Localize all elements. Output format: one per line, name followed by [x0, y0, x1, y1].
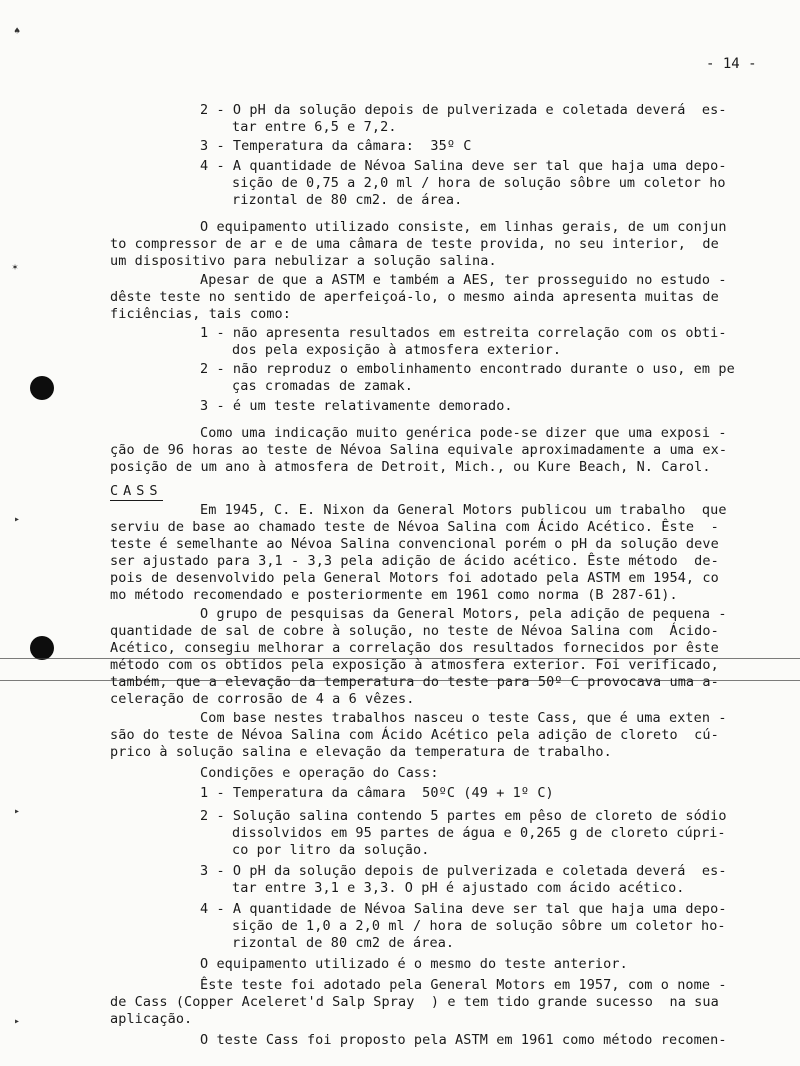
- text-line: O teste Cass foi proposto pela ASTM em 1961 como método recomen-: [200, 1032, 727, 1048]
- text-line: tar entre 6,5 e 7,2.: [232, 119, 397, 135]
- text-line: ças cromadas de zamak.: [232, 378, 414, 394]
- section-heading-cass: CASS: [110, 483, 163, 499]
- text-line: aplicação.: [110, 1011, 193, 1027]
- text-line: sição de 0,75 a 2,0 ml / hora de solução sôbre um coletor ho: [232, 175, 726, 191]
- text-line: O grupo de pesquisas da General Motors, pela adição de pequena -: [200, 606, 727, 622]
- text-line: ção de 96 horas ao teste de Névoa Salina equivale aproximadamente a uma ex-: [110, 442, 728, 458]
- text-line: 1 - Temperatura da câmara 50ºC (49 + 1º C): [200, 785, 554, 801]
- text-line: 4 - A quantidade de Névoa Salina deve ser tal que haja uma depo-: [200, 158, 727, 174]
- text-line: 1 - não apresenta resultados em estreita correlação com os obti-: [200, 325, 727, 341]
- text-line: serviu de base ao chamado teste de Névoa Salina com Ácido Acético. Êste -: [110, 519, 719, 535]
- text-line: 2 - Solução salina contendo 5 partes em pêso de cloreto de sódio: [200, 808, 727, 824]
- text-line: Êste teste foi adotado pela General Motors em 1957, com o nome -: [200, 977, 727, 993]
- text-line: dissolvidos em 95 partes de água e 0,265 g de cloreto cúpri-: [232, 825, 726, 841]
- text-line: pois de desenvolvido pela General Motors foi adotado pela ASTM em 1954, co: [110, 570, 719, 586]
- scan-speck: ♠: [14, 26, 21, 37]
- text-line: quantidade de sal de cobre à solução, no teste de Névoa Salina com Ácido-: [110, 623, 719, 639]
- text-line: ficiências, tais como:: [110, 306, 292, 322]
- text-line: 3 - Temperatura da câmara: 35º C: [200, 138, 472, 154]
- text-line: são do teste de Névoa Salina com Ácido Acético pela adição de cloreto cú-: [110, 727, 719, 743]
- text-line: 2 - O pH da solução depois de pulverizada e coletada deverá es-: [200, 102, 727, 118]
- punch-hole-top: [30, 376, 54, 400]
- text-line: Apesar de que a ASTM e também a AES, ter prosseguido no estudo -: [200, 272, 727, 288]
- text-line: sição de 1,0 a 2,0 ml / hora de solução sôbre um coletor ho-: [232, 918, 726, 934]
- text-line: de Cass (Copper Aceleret'd Salp Spray ) e tem tido grande sucesso na sua: [110, 994, 719, 1010]
- text-line: celeração de corrosão de 4 a 6 vêzes.: [110, 691, 415, 707]
- scan-speck: ▸: [14, 806, 21, 817]
- text-line: co por litro da solução.: [232, 842, 430, 858]
- text-line: método com os obtidos pela exposição à atmosfera exterior. Foi verificado,: [110, 657, 719, 673]
- text-line: um dispositivo para nebulizar a solução salina.: [110, 253, 497, 269]
- text-line: 2 - não reproduz o embolinhamento encontrado durante o uso, em pe: [200, 361, 735, 377]
- text-line: mo método recomendado e posteriormente em 1961 como norma (B 287-61).: [110, 587, 678, 603]
- text-line: 3 - é um teste relativamente demorado.: [200, 398, 513, 414]
- text-line: rizontal de 80 cm2 de área.: [232, 935, 455, 951]
- text-line: Com base nestes trabalhos nasceu o teste Cass, que é uma exten -: [200, 710, 727, 726]
- text-line: dêste teste no sentido de aperfeiçoá-lo, o mesmo ainda apresenta muitas de: [110, 289, 719, 305]
- text-line: Em 1945, C. E. Nixon da General Motors publicou um trabalho que: [200, 502, 727, 518]
- text-line: tar entre 3,1 e 3,3. O pH é ajustado com ácido acético.: [232, 880, 685, 896]
- text-line: Como uma indicação muito genérica pode-se dizer que uma exposi -: [200, 425, 727, 441]
- text-line: dos pela exposição à atmosfera exterior.: [232, 342, 562, 358]
- scan-speck: ▸: [14, 1016, 21, 1027]
- text-line: teste é semelhante ao Névoa Salina convencional porém o pH da solução deve: [110, 536, 719, 552]
- text-line: 4 - A quantidade de Névoa Salina deve ser tal que haja uma depo-: [200, 901, 727, 917]
- page-number: - 14 -: [706, 56, 757, 72]
- text-line: Acético, consegiu melhorar a correlação dos resultados fornecidos por êste: [110, 640, 719, 656]
- text-line: prico à solução salina e elevação da temperatura de trabalho.: [110, 744, 612, 760]
- text-line: Condições e operação do Cass:: [200, 765, 439, 781]
- text-line: to compressor de ar e de uma câmara de teste provida, no seu interior, de: [110, 236, 719, 252]
- text-line: O equipamento utilizado é o mesmo do teste anterior.: [200, 956, 628, 972]
- scan-speck: ✶: [12, 262, 19, 273]
- text-line: O equipamento utilizado consiste, em linhas gerais, de um conjun: [200, 219, 727, 235]
- punch-hole-bottom: [30, 636, 54, 660]
- text-line: posição de um ano à atmosfera de Detroit, Mich., ou Kure Beach, N. Carol.: [110, 459, 711, 475]
- text-line: também, que a elevação da temperatura do teste para 50º C provocava uma a-: [110, 674, 719, 690]
- scan-speck: ▸: [14, 514, 21, 525]
- text-line: ser ajustado para 3,1 - 3,3 pela adição de ácido acético. Êste método de-: [110, 553, 719, 569]
- text-line: rizontal de 80 cm2. de área.: [232, 192, 463, 208]
- text-line: 3 - O pH da solução depois de pulverizada e coletada deverá es-: [200, 863, 727, 879]
